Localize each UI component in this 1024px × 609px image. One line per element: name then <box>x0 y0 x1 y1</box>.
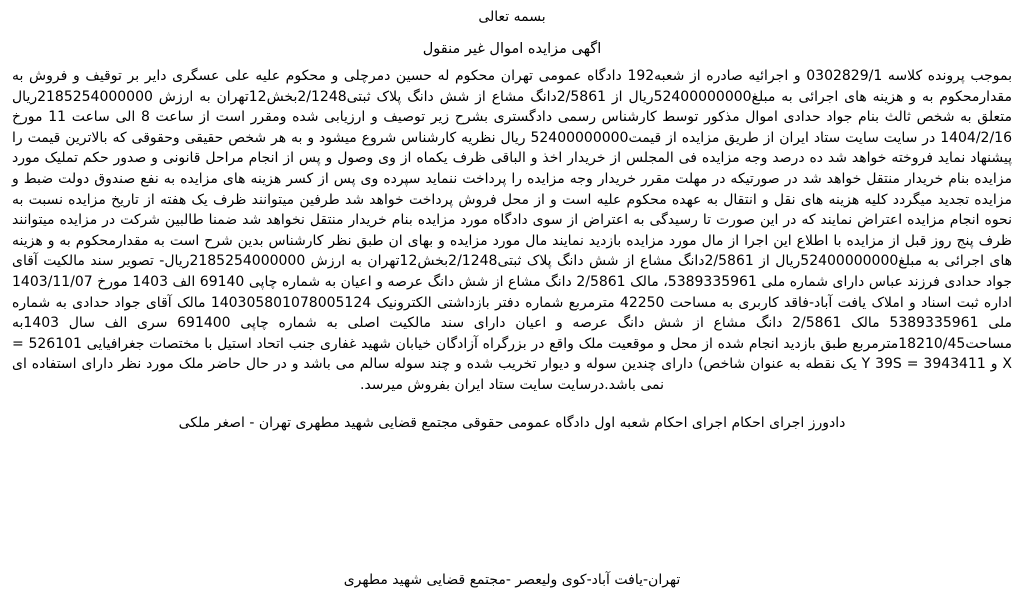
blessing-heading: بسمه تعالی <box>478 9 546 25</box>
notice-body: بموجب پرونده کلاسه 0302829/1 و اجرائیه صادره از شعبه192 دادگاه عمومی تهران محکوم له حسین دمرچلی و محکوم علیه علی عسگری دایر بر توقیف و فروش به مقدارمحکوم به و هزینه های اجرائی به مبلغ52400000000ریال از 2/5861دانگ مشاع از شش دانگ پلاک ثبتی2/1248بخش12تهران به ارزش 2185254000000ریال متعلق به شخص ثالث بنام جواد حدادی اموال مذکور توسط کارشناس رسمی دادگستری بشرح زیر توصیف و ارزیابی شده ومقرر است از ساعت 8 الی ساعت 11 مورخ 1404/2/16 در سایت سایت ستاد ایران از طریق مزایده از قیمت52400000000 ریال نظریه کارشناس شروع میشود و به هر شخص حقیقی وحقوقی که بالاترین قیمت را پیشنهاد نماید فروخته خواهد شد ده درصد وجه مزایده فی المجلس از خریدار اخذ و الباقی ظرف یکماه از وی وصول و پس از انجام مراحل قانونی و صدور حکم تملیک مورد مزایده بنام خریدار منتقل خواهد شد در صورتیکه در مهلت مقرر خریدار وجه مزایده را پرداخت ننماید سپرده وی پس از کسر هزینه های مزایده به نفع صندوق دولت ضبط و مزایده تجدید میگردد کلیه هزینه های نقل و انتقال به عهده محکوم علیه است و از محل فروش پرداخت خواهد شد طرفین میتوانند ظرف یک هفته از تاریخ مزایده نسبت به نحوه انجام مزایده اعتراض نمایند که در این صورت تا رسیدگی به اعتراض از سوی دادگاه مورد مزایده بنام خریدار منتقل نخواهد شد ضمنا طالبین شرکت در مزایده میتوانند ظرف پنج روز قبل از مزایده با اطلاع این اجرا از مال مورد مزایده بازدید نمایند مال مورد مزایده و بهای ان طبق نظر کارشناس بدین شرح است به مقدارمحکوم به و هزینه های اجرائی به مبلغ52400000000ریال از 2/5861دانگ مشاع از شش دانگ پلاک ثبتی2/1248بخش12تهران به ارزش 2185254000000ریال- تصویر سند مالکیت آقای جواد حدادی فرزند عباس دارای شماره ملی 5389335961، مالک 2/5861 دانگ مشاع از شش دانگ عرصه و اعیان به شماره چاپی 69140 الف 1403 مورخ 1403/11/07 اداره ثبت اسناد و املاک یافت آباد-فاقد کاربری به مساحت 42250 مترمربع شماره دفتر بازداشتی الکترونیک 140305801078005124 مالک آقای جواد حدادی به شماره ملی 5389335961 مالک 2/5861 دانگ مشاع از شش دانگ عرصه و اعیان دارای سند مالکیت اصلی به شماره چاپی 691400 سری الف سال 1403به مساحت18210/45مترمربع طبق بازدید انجام شده از محل و موقعیت ملک واقع در بزرگراه آزادگان خیابان شهید غفاری جنب اتحاد استیل با مختصات جغرافیایی 526101 = X و 3943411 = Y 39S یک نقطه به عنوان شاخص) دارای چندین سوله و دیوار تخریب شده و چند سوله سالم می باشد و در حال حاضر ملک مورد نظر دارای استفاده ای نمی باشد.درسایت سایت ستاد ایران بفروش میرسد. <box>12 68 1013 393</box>
notice-title: اگهی مزایده اموال غیر منقول <box>422 41 602 57</box>
address-line: تهران-یافت آباد-کوی ولیعصر -مجتمع قضایی شهید مطهری <box>343 572 681 588</box>
signature-line: دادورز اجرای احکام اجرای احکام شعبه اول دادگاه عمومی حقوقی مجتمع قضایی شهید مطهری تهران - اصغر ملکی <box>178 414 846 431</box>
